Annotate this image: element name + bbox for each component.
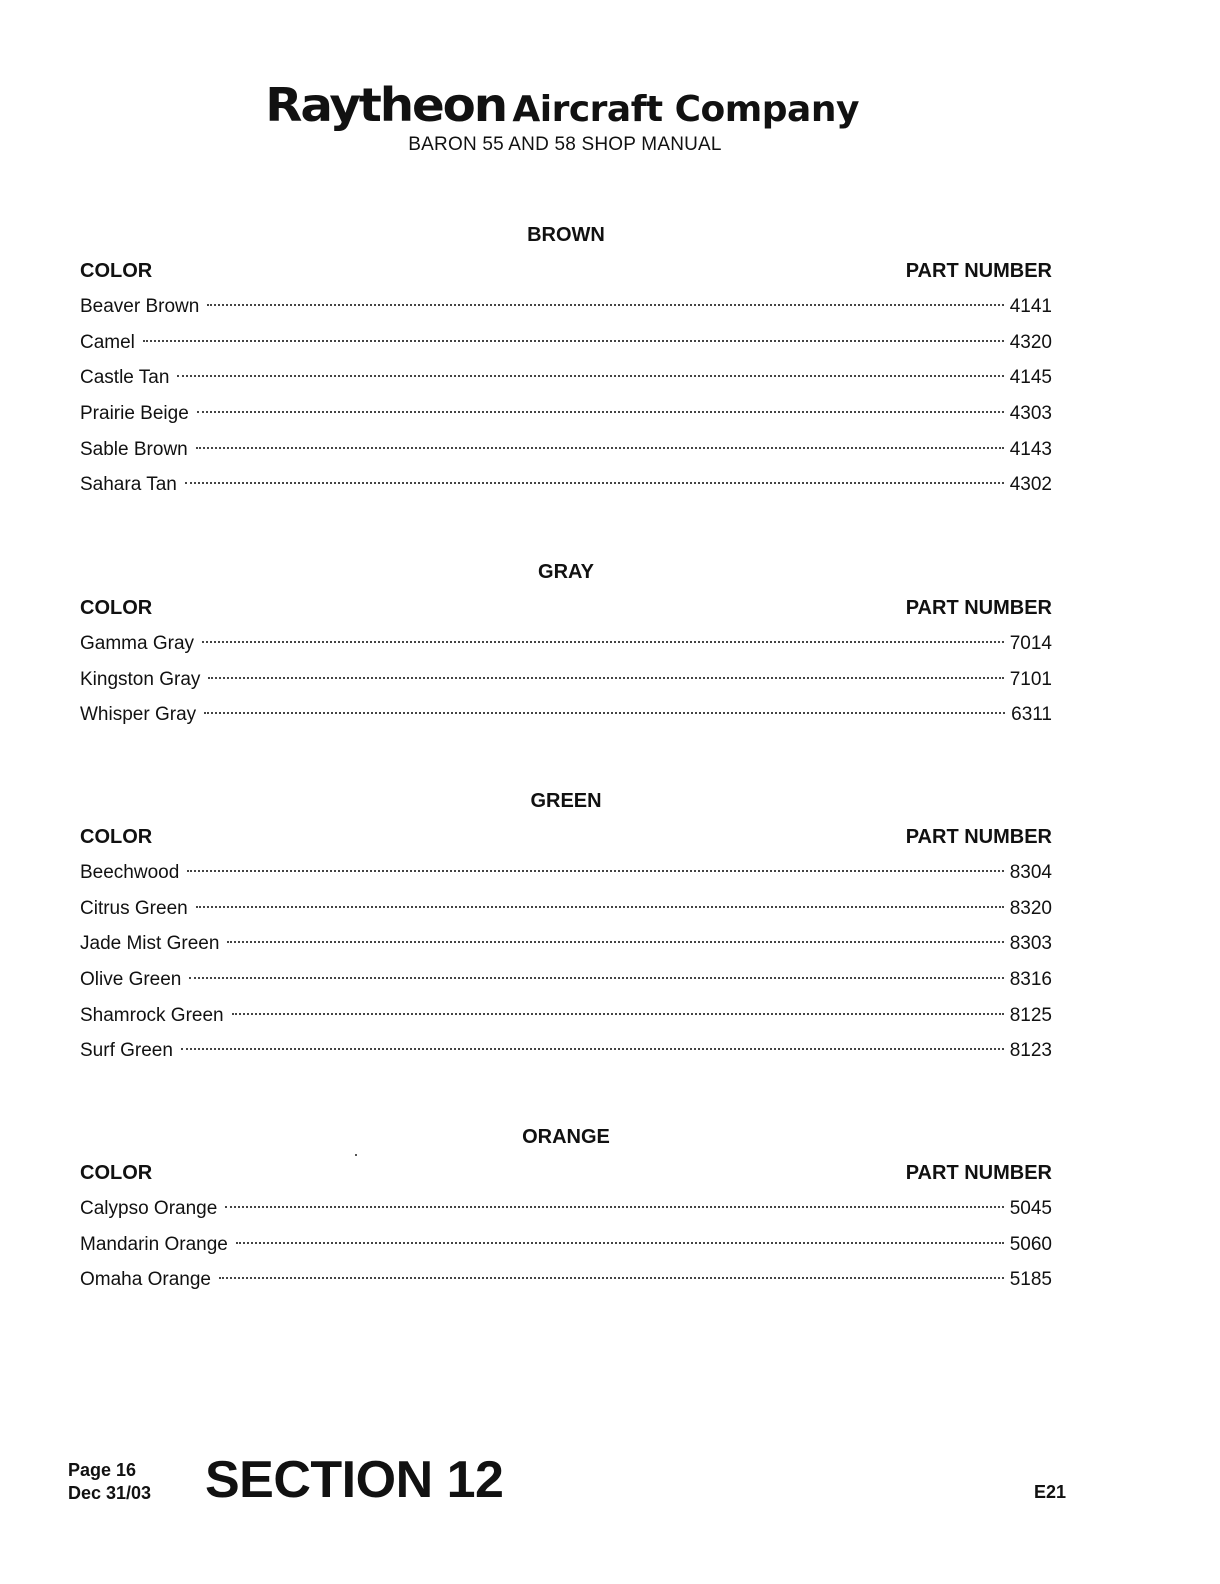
color-name: Whisper Gray <box>80 704 197 726</box>
color-column-label: COLOR <box>80 826 153 848</box>
color-name: Castle Tan <box>80 367 170 389</box>
page-number: Page 16 <box>68 1460 137 1480</box>
list-item <box>80 396 1052 432</box>
list-item <box>80 432 1052 468</box>
list-item <box>80 962 1052 998</box>
list-item <box>80 325 1052 361</box>
color-name: Calypso Orange <box>80 1198 218 1219</box>
dot-leader <box>204 712 1005 714</box>
company-logo <box>265 78 859 132</box>
color-group-gray <box>80 554 1052 733</box>
part-number: 8316 <box>1009 969 1052 991</box>
list-item <box>80 1227 1052 1263</box>
color-name: Camel <box>80 331 135 353</box>
color-name: Beechwood <box>80 862 180 883</box>
color-name: Olive Green <box>80 969 182 991</box>
color-name: Gamma Gray <box>80 633 195 654</box>
list-item <box>80 1033 1052 1069</box>
color-name: Mandarin Orange <box>80 1233 228 1255</box>
color-name: Kingston Gray <box>80 668 201 690</box>
part-number: 5060 <box>1009 1233 1052 1255</box>
part-number: 4145 <box>1009 367 1052 389</box>
color-name: Sahara Tan <box>80 474 177 496</box>
color-name: Shamrock Green <box>80 1004 224 1026</box>
color-name: Jade Mist Green <box>80 933 220 955</box>
part-number: 5185 <box>1009 1269 1052 1291</box>
page-header <box>0 78 1130 156</box>
part-number: 8320 <box>1009 897 1052 919</box>
column-header <box>80 590 1052 626</box>
column-header <box>80 1155 1052 1191</box>
part-number: 4141 <box>1009 296 1052 317</box>
part-number-column-label: PART NUMBER <box>905 1162 1052 1184</box>
color-group-green <box>80 783 1052 1069</box>
list-item <box>80 626 1052 662</box>
brand-tagline: Aircraft Company <box>512 89 859 130</box>
dot-leader <box>143 340 1004 342</box>
color-list <box>80 855 1052 1069</box>
manual-title: BARON 55 AND 58 SHOP MANUAL <box>408 134 722 155</box>
part-number: 4143 <box>1009 438 1052 460</box>
list-item <box>80 998 1052 1034</box>
list-item <box>80 891 1052 927</box>
part-number: 7101 <box>1009 668 1052 690</box>
dot-leader <box>197 411 1004 413</box>
group-title: ORANGE <box>522 1126 610 1148</box>
dot-leader <box>185 482 1004 484</box>
color-list <box>80 289 1052 503</box>
list-item <box>80 1191 1052 1227</box>
color-name: Sable Brown <box>80 438 188 460</box>
part-number: 8125 <box>1009 1004 1052 1026</box>
list-item <box>80 662 1052 698</box>
list-item <box>80 467 1052 503</box>
part-number: 8304 <box>1009 862 1052 883</box>
dot-leader <box>189 977 1003 979</box>
dot-leader <box>227 941 1003 943</box>
dot-leader <box>208 677 1003 679</box>
color-name: Omaha Orange <box>80 1269 211 1291</box>
color-list <box>80 1191 1052 1298</box>
part-number: 7014 <box>1009 633 1052 654</box>
dot-leader <box>207 304 1003 306</box>
group-title: GRAY <box>538 561 594 583</box>
part-number-column-label: PART NUMBER <box>905 826 1052 848</box>
color-name: Citrus Green <box>80 897 188 919</box>
column-header <box>80 253 1052 289</box>
brand-name: Raytheon <box>265 78 507 132</box>
part-number: 8123 <box>1009 1040 1052 1062</box>
dot-leader <box>202 641 1004 643</box>
color-name: Surf Green <box>80 1040 173 1062</box>
group-title: GREEN <box>530 790 602 812</box>
color-group-orange <box>80 1119 1052 1298</box>
group-title: BROWN <box>527 224 605 246</box>
page-info <box>68 1459 151 1505</box>
dot-leader <box>196 447 1004 449</box>
microfiche-code: E21 <box>1034 1482 1067 1502</box>
color-column-label: COLOR <box>80 597 153 619</box>
part-number: 4303 <box>1009 403 1052 425</box>
part-number: 4302 <box>1009 474 1052 496</box>
list-item <box>80 855 1052 891</box>
part-number: 5045 <box>1009 1198 1052 1219</box>
color-column-label: COLOR <box>80 1162 153 1184</box>
part-number-column-label: PART NUMBER <box>905 597 1052 619</box>
color-name: Prairie Beige <box>80 403 189 425</box>
dot-leader <box>219 1277 1004 1279</box>
list-item <box>80 926 1052 962</box>
section-title: SECTION 12 <box>205 1451 504 1509</box>
color-name: Beaver Brown <box>80 296 200 317</box>
part-number: 8303 <box>1009 933 1052 955</box>
scan-speck <box>355 1154 357 1156</box>
revision-date: Dec 31/03 <box>68 1483 152 1503</box>
dot-leader <box>187 870 1003 872</box>
part-number: 4320 <box>1009 331 1052 353</box>
part-number: 6311 <box>1011 704 1052 726</box>
list-item <box>80 697 1052 733</box>
dot-leader <box>196 906 1004 908</box>
list-item <box>80 289 1052 325</box>
color-list <box>80 626 1052 733</box>
color-column-label: COLOR <box>80 260 153 282</box>
dot-leader <box>181 1048 1004 1050</box>
column-header <box>80 819 1052 855</box>
list-item <box>80 1262 1052 1298</box>
dot-leader <box>225 1206 1003 1208</box>
part-number-column-label: PART NUMBER <box>905 260 1052 282</box>
dot-leader <box>177 375 1003 377</box>
color-group-brown <box>80 217 1052 503</box>
dot-leader <box>232 1013 1004 1015</box>
dot-leader <box>236 1242 1004 1244</box>
list-item <box>80 360 1052 396</box>
